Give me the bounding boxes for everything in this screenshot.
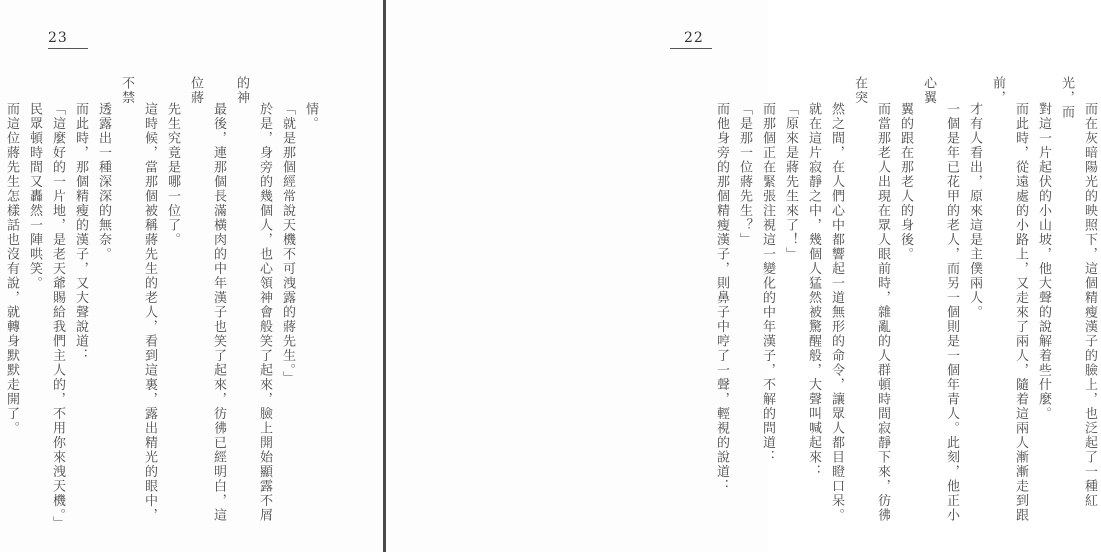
paragraph: 於是，身旁的幾個人，也心領神會般笑了起來，臉上開始顯露不屑的神: [234, 76, 272, 523]
paragraph: 「這麼好的一片地，是老天爺賜給我們主人的，不用你來洩天機。」: [50, 102, 65, 531]
paragraph: 然之間，在人們心中都響起一道無形的命令，讓眾人都目瞪口呆。: [829, 102, 844, 523]
paragraph: 這時候，當那個被稱蔣先生的老人，看到這裏，露出精光的眼中，不禁: [119, 76, 157, 523]
paragraph: 情。: [303, 102, 318, 131]
paragraph: 而此時，從遠處的小路上，又走來了兩人，隨着這兩人漸漸走到跟前，: [990, 76, 1028, 523]
paragraph: 對這一片起伏的小山坡，他大聲的說解着些什麼。: [1036, 102, 1051, 421]
header-rule: [670, 48, 712, 49]
header-rule: [48, 48, 88, 49]
paragraph: 「是那一位蔣先生？」: [737, 102, 752, 247]
paragraph: 就在這片寂靜之中，幾個人猛然被驚醒般，大聲叫喊起來：: [806, 102, 821, 479]
paragraph: 最後，連那個長滿橫肉的中年漢子也笑了起來，彷彿已經明白，這位蔣: [188, 76, 226, 523]
left-page: [0, 0, 384, 552]
page-number: 23: [48, 30, 68, 46]
paragraph: 翼的跟在那老人的身後。: [898, 102, 913, 262]
paragraph: 「原來是蔣先生來了！」: [783, 102, 798, 262]
paragraph: 而他身旁的那個精瘦漢子，則鼻子中哼了一聲，輕視的說道：: [714, 102, 729, 494]
right-page: [386, 0, 1097, 552]
paragraph: 而此時，那個精瘦的漢子，又大聲說道：: [73, 102, 88, 363]
paragraph: 而那個正在緊張注視這一變化的中年漢子，不解的問道：: [760, 102, 775, 465]
paragraph: 才有人看出，原來這是主僕兩人。: [967, 102, 982, 320]
paragraph: 先生究竟是哪一位了。: [165, 102, 180, 247]
paragraph: 透露出一種深深的無奈。: [96, 102, 111, 262]
paragraph: 一個是年已花甲的老人，而另一個則是一個年青人。此刻，他正小心翼: [921, 76, 959, 523]
paragraph: 民眾頓時間又轟然一陣哄笑。: [27, 102, 42, 291]
page-number: 22: [684, 30, 704, 46]
paragraph: 「就是那個經常說天機不可洩露的蔣先生。」: [280, 102, 295, 386]
paragraph: 而在灰暗陽光的映照下，這個精瘦漢子的臉上，也泛起了一種紅光，而: [1059, 76, 1097, 508]
body-text: [4, 76, 322, 531]
body-text: [714, 76, 1101, 526]
paragraph: 而這位蔣先生怎樣話也沒有說，就轉身默默走開了。: [4, 102, 19, 436]
paragraph: 而當那老人出現在眾人眼前時，雜亂的人群頓時間寂靜下來，彷彿在突: [852, 76, 890, 523]
